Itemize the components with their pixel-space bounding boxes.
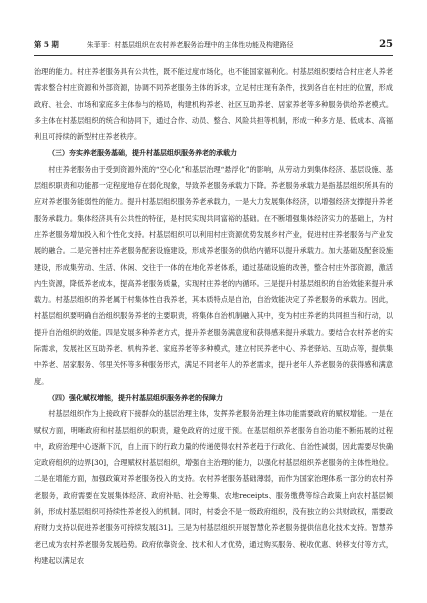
section-heading-4: （四）强化赋权增能，提升村基层组织服务养老的保障力 bbox=[48, 393, 223, 402]
header-rule bbox=[34, 55, 393, 56]
section-3-paragraph: 村庄养老服务由于受到资源外流的“空心化”和基层治理“悬浮化”的影响，从劳动力到集体经济、基层设施、基层组织职责和功能都一定程度地存在弱化现象，导致养老服务承载力下降。养老服务承载力是指基层组织所具有的应对养老服务能弱性的能力。提升村基层组织服务养老承载力，一是大力发展集体经济，以增强经济支撑提升养老服务承载力。集体经济具有公共性的特征，是村民实现共同富裕的基础。在不断增强集体经济实力的基础上，为村庄养老服务增加投入和个性化支持。村基层组织可以利用村庄资源优势发展乡村产业，促进村庄养老服务与产业发展的融合。二是完善村庄养老服务配套设施建设，形成养老服务的供给内循环以提升承载力。加大基础及配套设施建设，形成集劳动、生活、休闲、交往于一体的在地化养老体系，通过基础设施的改善，整合村庄外部资源，激活内生资源，降低养老成本，提高养老服务质量，实现村庄养老的内循环。三是提升村基层组织的自治效能来提升承载力。村基层组织的养老属于村集体性自我养老，其本质特点是自治，自治效能决定了养老服务的承载力。因此，村基层组织要明确自治组织服务养老的主要职责，将集体自治机制融入其中，变为村庄养老的共同担当和行动，以提升自治组织的效能。四是发展多种养老方式，提升养老服务满意度和获得感来提升承载力。要结合农村养老的实际需求，发展社区互助养老、机构养老、家庭养老等多种模式，建立村民养老中心、养老驿站、互助点等，提供集中养老、居家服务、邻里关怀等多种服务形式，满足不同老年人的养老需求，提升老年人养老服务的获得感和满意度。 bbox=[34, 164, 393, 386]
page-number: 25 bbox=[379, 39, 393, 50]
paragraph-continued: 治理的能力。村庄养老服务具有公共性，既不能过度市场化，也不能国家福利化。村基层组织要结合村庄老人养老需求整合村庄资源和外部资源，协调不同养老服务主体的诉求，立足村庄现有条件，找到各自在村庄的位置，形成政府、社会、市场和家庭多主体参与的格局，构建机构养老、社区互助养老、居家养老等多种服务供给养老模式。多主体在村基层组织的统合和协同下，通过合作、动员、整合、风险共担等机制，形成一种多方是、低成本、高福利且可持续的新型村庄养老秩序。 bbox=[34, 67, 393, 142]
section-4-paragraph: 村基层组织作为上接政府下接群众的基层治理主体，发挥养老服务治理主体功能需要政府的赋权增能。一是在赋权方面，明晰政府和村基层组织的职责，避免政府的过度干预。在基层组织养老服务自治功能不断拓展的过程中，政府治理中心逐渐下沉，自上而下的行政力量的传递使得农村养老趋于行政化、自治性减弱，因此需要尽快确定政府组织的边界[30]，合理赋权村基层组织，增强自主治理的能力，以强化村基层组织养老服务的主体性地位。二是在增能方面，加强政策对养老服务投入的支持。农村养老服务基础薄弱，而作为国家治理体系一部分的农村养老服务，政府需要在发展集体经济、政府补贴、社会筹集、农地receipts、服务缴费等综合政策上向农村基层倾斜，形成村基层组织可持续性养老投入的机制。同时，村委会不是一级政府组织，没有独立的公共财政权，需要政府财力支持以促进养老服务可持续发展[31]。三是为村基层组织开展智慧化养老服务提供信息化技术支持。智慧养老已成为农村养老服务发展趋势。政府依靠资金、技术和人才优势，通过购买服务、税收优惠、转移支付等方式，构建起以满足农 bbox=[34, 409, 393, 565]
running-title: 朱菲菲：村基层组织在农村养老服务治理中的主体性功能及构建路径 bbox=[86, 41, 294, 49]
issue-label: 第 5 期 bbox=[34, 40, 59, 49]
section-heading-3: （三）夯实养老服务基础，提升村基层组织服务养老的承载力 bbox=[48, 149, 237, 158]
article-body bbox=[34, 64, 393, 569]
running-header bbox=[34, 38, 393, 52]
